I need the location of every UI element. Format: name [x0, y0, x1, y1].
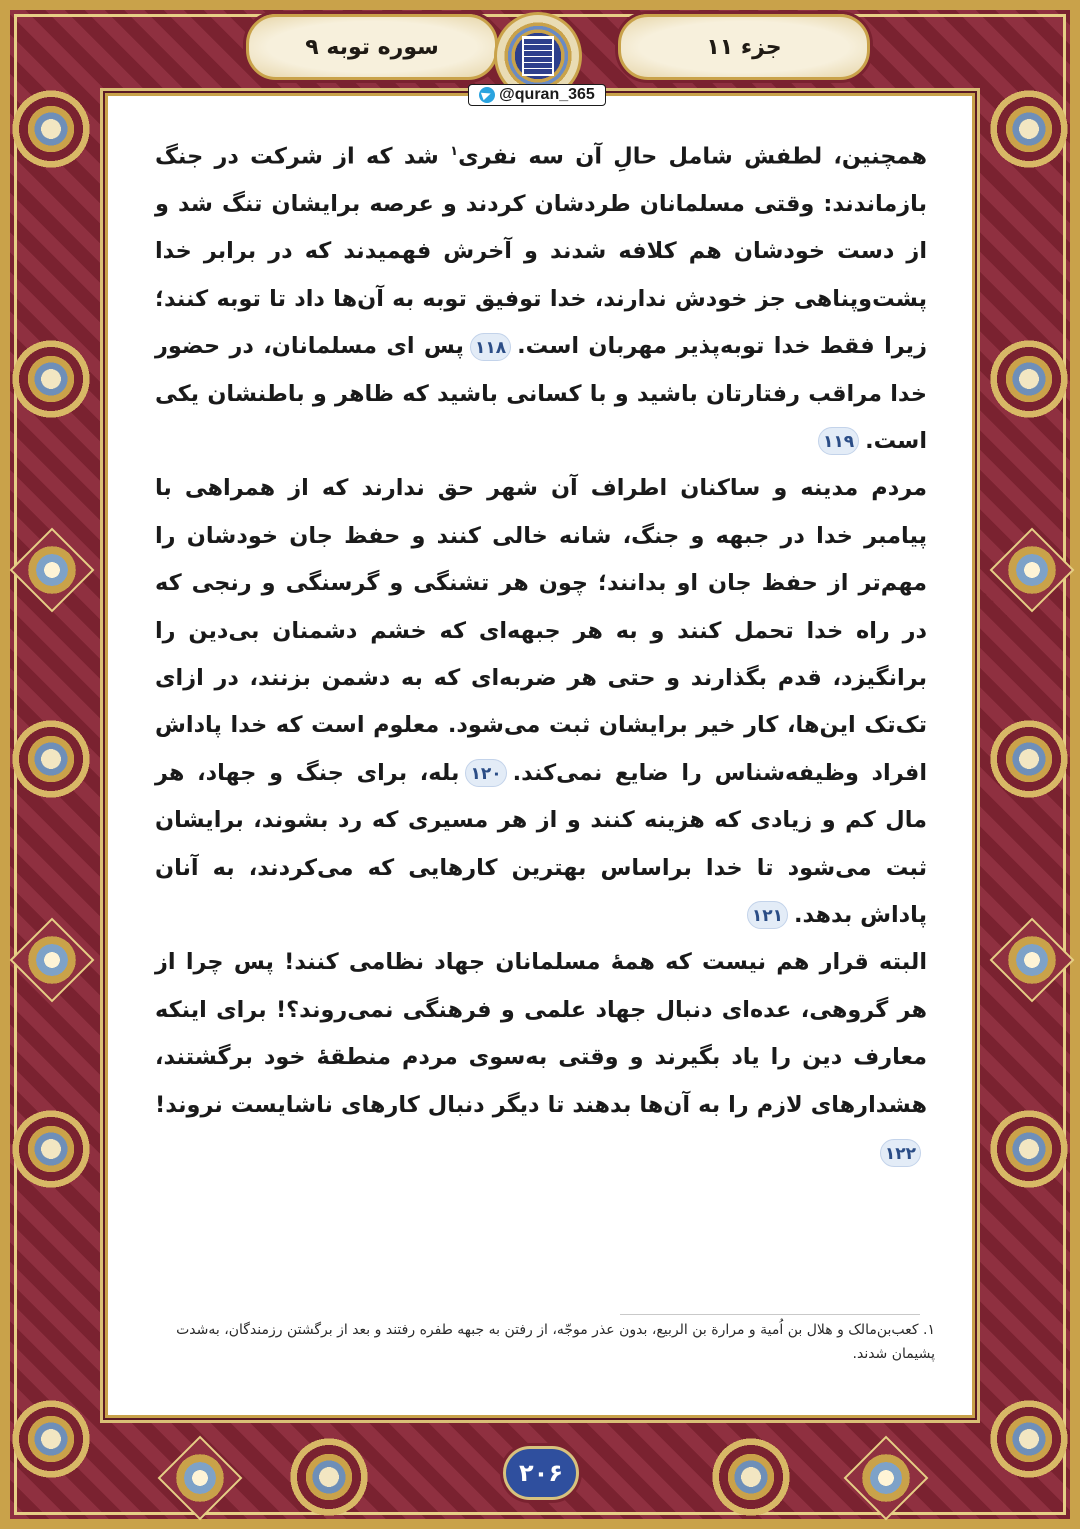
page-number-label: ۲۰۶	[519, 1459, 563, 1487]
footnote-marker: ۱	[450, 144, 459, 159]
translation-text	[155, 128, 927, 1176]
paragraph-text: همچنین، لطفش شامل حالِ آن سه نفری	[458, 143, 927, 170]
surah-label: سوره توبه ۹	[305, 34, 439, 60]
footnote: ۱. کعب‌بن‌مالک و هلال بن اُمیة و مرارة بن الربیع، بدون عذر موجّه، از رفتن به جبهه طفره رفتند و بعد از برگشتن رزمندگان، به‌شدت پشیمان شدند.	[176, 1322, 935, 1362]
calligraphy-seal-icon	[522, 36, 554, 76]
border-medallion-icon	[12, 1400, 90, 1478]
border-medallion-icon	[12, 720, 90, 798]
verse-number-badge: ۱۲۰	[465, 759, 506, 787]
juz-label: جزء ۱۱	[706, 34, 782, 60]
telegram-icon	[479, 87, 495, 103]
border-medallion-icon	[990, 720, 1068, 798]
paragraph-text: شد که از شرکت در جنگ بازماندند: وقتی مسلمانان طردشان کردند و عرصه برایشان تنگ شد و از دست خودشان هم کلافه شدند و آخرش فهمیدند که در برابر خدا پشت‌وپناهی جز خودش ندارند، خدا توفیق توبه به آن‌ها داد تا توبه کنند؛ زیرا فقط خدا توبه‌پذیر مهربان است.	[155, 143, 927, 360]
border-medallion-icon	[990, 1400, 1068, 1478]
surah-cartouche	[246, 14, 498, 80]
border-medallion-icon	[12, 340, 90, 418]
verse-number-badge: ۱۱۸	[470, 333, 511, 361]
paragraph-text: بله، برای جنگ و جهاد، هر مال کم و زیادی که هزینه کنند و از هر مسیری که رد بشوند، برایشان ثبت می‌شود تا خدا براساس بهترین کارهایی که می‌کردند، به آنان پاداش بدهد.	[155, 759, 927, 928]
juz-cartouche	[618, 14, 870, 80]
paragraph-text: البته قرار هم نیست که همهٔ مسلمانان جهاد نظامی کنند! پس چرا از هر گروهی، عده‌ای دنبال جهاد علمی و فرهنگی نمی‌روند؟! برای اینکه معارف دین را یاد بگیرند و وقتی به‌سوی مردم منطقهٔ خود برگشتند، هشدارهای لازم را به آن‌ها بدهند تا دیگر دنبال کارهای ناشایست نروند!	[155, 949, 927, 1118]
verse-number-badge: ۱۱۹	[818, 427, 859, 455]
border-medallion-icon	[12, 90, 90, 168]
paragraph	[155, 465, 927, 939]
border-medallion-icon	[290, 1438, 368, 1516]
border-medallion-icon	[990, 1110, 1068, 1188]
paragraph-text: مردم مدینه و ساکنان اطراف آن شهر حق ندارند که از همراهی با پیامبر خدا در جبهه و جنگ، شانه خالی کنند و حفظ جان خودشان را مهم‌تر از حفظ جان او بدانند؛ چون هر تشنگی و گرسنگی و رنجی که در راه خدا تحمل کنند و به هر جبهه‌ای که خشم دشمنان بی‌دین را برانگیزد، قدم بگذارند و حتی هر ضربه‌ای که به دشمن بزنند، در ازای تک‌تک این‌ها، کار خیر برایشان ثبت می‌شود. معلوم است که خدا پاداش افراد وظیفه‌شناس را ضایع نمی‌کند.	[155, 475, 927, 786]
border-medallion-icon	[990, 90, 1068, 168]
channel-tag[interactable]	[468, 84, 606, 106]
verse-number-badge: ۱۲۲	[880, 1139, 921, 1167]
verse-number-badge: ۱۲۱	[747, 901, 788, 929]
page-number	[503, 1446, 579, 1500]
channel-handle: @quran_365	[499, 86, 595, 103]
border-medallion-icon	[12, 1110, 90, 1188]
border-medallion-icon	[712, 1438, 790, 1516]
paragraph	[155, 939, 927, 1176]
footnote-divider	[620, 1314, 920, 1315]
paragraph	[155, 128, 927, 465]
paragraph-text: پس ای مسلمانان، در حضور خدا مراقب رفتارتان باشید و با کسانی باشید که ظاهر و باطنشان یکی است.	[155, 333, 927, 454]
border-medallion-icon	[990, 340, 1068, 418]
